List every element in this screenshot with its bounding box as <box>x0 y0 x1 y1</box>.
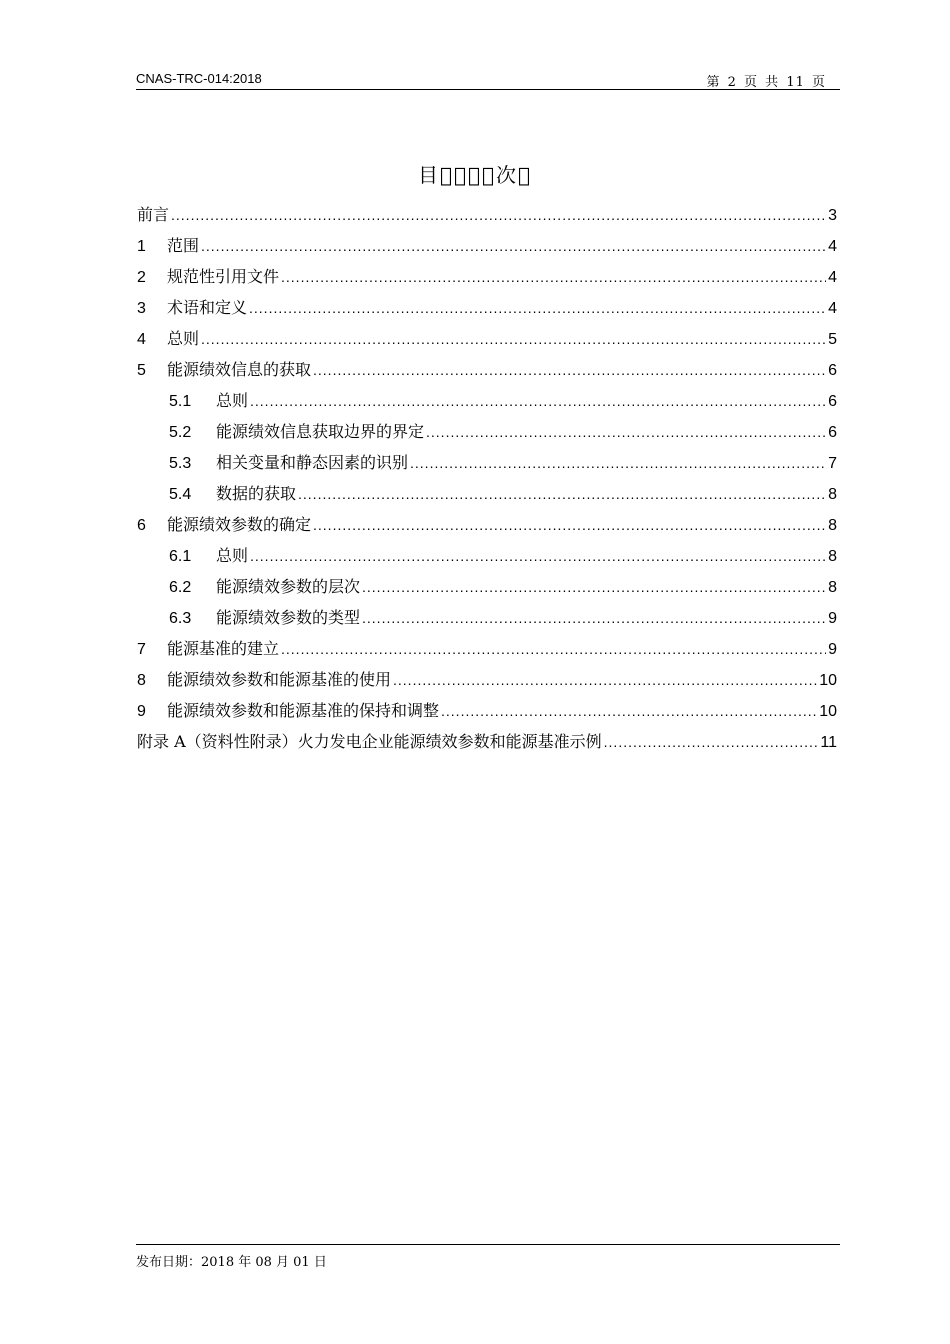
toc-entry-page: 6 <box>828 424 837 441</box>
toc-entry-number: 5.3 <box>169 455 192 472</box>
toc-entry-page: 9 <box>828 641 837 658</box>
toc-dot-leader <box>604 727 819 758</box>
toc-entry-label: 总则 <box>216 391 249 410</box>
toc-entry[interactable] <box>137 478 837 509</box>
toc-entry-page: 8 <box>828 517 837 534</box>
toc-entry[interactable] <box>137 385 837 416</box>
toc-entry-label: 能源绩效信息的获取 <box>167 360 312 379</box>
toc-entry-page: 8 <box>828 486 837 503</box>
toc-dot-leader <box>313 355 826 386</box>
toc-entry[interactable] <box>137 447 837 478</box>
page-number-info: 第 2 页 共 11 页 <box>706 75 826 90</box>
toc-entry[interactable] <box>137 633 837 664</box>
toc-dot-leader <box>250 386 826 417</box>
toc-entry[interactable] <box>137 602 837 633</box>
toc-entry[interactable] <box>137 323 837 354</box>
toc-entry-number: 5.1 <box>169 393 192 410</box>
toc-entry-label: 能源绩效信息获取边界的界定 <box>216 422 425 441</box>
toc-entry-page: 8 <box>828 579 837 596</box>
toc-entry-number: 9 <box>137 703 146 720</box>
toc-dot-leader <box>313 510 826 541</box>
toc-entry-number: 5.4 <box>169 486 192 503</box>
toc-entry-page: 6 <box>828 362 837 379</box>
toc-dot-leader <box>362 603 826 634</box>
toc-entry[interactable] <box>137 540 837 571</box>
toc-entry-page: 4 <box>828 269 837 286</box>
toc-entry-number: 6 <box>137 517 146 534</box>
toc-entry-label: 总则 <box>167 329 200 348</box>
toc-dot-leader <box>426 417 826 448</box>
toc-entry-number: 4 <box>137 331 146 348</box>
toc-entry-page: 5 <box>828 331 837 348</box>
toc-entry-page: 7 <box>828 455 837 472</box>
page-footer <box>136 1244 840 1270</box>
toc-entry-label: 能源绩效参数和能源基准的使用 <box>167 670 392 689</box>
toc-entry-label: 总则 <box>216 546 249 565</box>
toc-dot-leader <box>249 293 826 324</box>
toc-entry[interactable] <box>137 571 837 602</box>
toc-entry-label: 相关变量和静态因素的识别 <box>216 453 409 472</box>
toc-entry-label: 能源绩效参数和能源基准的保持和调整 <box>167 701 440 720</box>
toc-entry-label: 术语和定义 <box>167 298 248 317</box>
toc-entry-page: 6 <box>828 393 837 410</box>
toc-entry-label: 能源绩效参数的层次 <box>216 577 361 596</box>
toc-entry-label: 附录 A（资料性附录）火力发电企业能源绩效参数和能源基准示例 <box>137 732 602 751</box>
toc-entry-page: 3 <box>828 207 837 224</box>
toc-entry[interactable] <box>137 261 837 292</box>
toc-entry-label: 前言 <box>137 205 170 224</box>
toc-entry[interactable] <box>137 726 837 757</box>
toc-entry-number: 8 <box>137 672 146 689</box>
toc-entry[interactable] <box>137 230 837 261</box>
publish-date: 发布日期：2018 年 08 月 01 日 <box>136 1255 327 1270</box>
toc-entry-number: 5 <box>137 362 146 379</box>
toc-entry-label: 规范性引用文件 <box>167 267 280 286</box>
toc-entry-label: 范围 <box>167 236 200 255</box>
toc-entry-page: 9 <box>828 610 837 627</box>
toc-dot-leader <box>201 324 826 355</box>
toc-entry-number: 1 <box>137 238 146 255</box>
toc-entry-label: 数据的获取 <box>216 484 297 503</box>
toc-dot-leader <box>201 231 826 262</box>
toc-dot-leader <box>441 696 817 727</box>
toc-entry-page: 10 <box>819 703 837 720</box>
toc-entry-number: 6.1 <box>169 548 192 565</box>
toc-entry-page: 11 <box>820 734 837 751</box>
toc-entry-page: 8 <box>828 548 837 565</box>
toc-entry[interactable] <box>137 292 837 323</box>
toc-entry-number: 2 <box>137 269 146 286</box>
toc-entry-number: 3 <box>137 300 146 317</box>
toc-entry-number: 7 <box>137 641 146 658</box>
toc-entry-number: 6.2 <box>169 579 192 596</box>
toc-entry-label: 能源绩效参数的确定 <box>167 515 312 534</box>
toc-entry-page: 10 <box>819 672 837 689</box>
toc-entry-number: 6.3 <box>169 610 192 627</box>
toc-entry-page: 4 <box>828 238 837 255</box>
document-id: CNAS-TRC-014:2018 <box>136 71 262 86</box>
toc-title: 目􀀀􀀀􀀀􀀀次􀀀 <box>417 163 532 187</box>
toc-entry[interactable] <box>137 664 837 695</box>
toc-entry-label: 能源基准的建立 <box>167 639 280 658</box>
toc-entry[interactable] <box>137 695 837 726</box>
toc-entry-label: 能源绩效参数的类型 <box>216 608 361 627</box>
toc-dot-leader <box>250 541 826 572</box>
toc-entry-number: 5.2 <box>169 424 192 441</box>
toc-dot-leader <box>410 448 826 479</box>
toc-dot-leader <box>362 572 826 603</box>
page-header <box>136 71 840 90</box>
toc-entry[interactable] <box>137 354 837 385</box>
toc-dot-leader <box>171 200 826 231</box>
toc-entry-page: 4 <box>828 300 837 317</box>
toc-dot-leader <box>393 665 817 696</box>
toc-dot-leader <box>281 262 826 293</box>
toc-dot-leader <box>281 634 826 665</box>
toc-entry[interactable] <box>137 199 837 230</box>
toc-entry[interactable] <box>137 509 837 540</box>
toc-entry[interactable] <box>137 416 837 447</box>
table-of-contents <box>137 199 837 757</box>
toc-dot-leader <box>298 479 826 510</box>
